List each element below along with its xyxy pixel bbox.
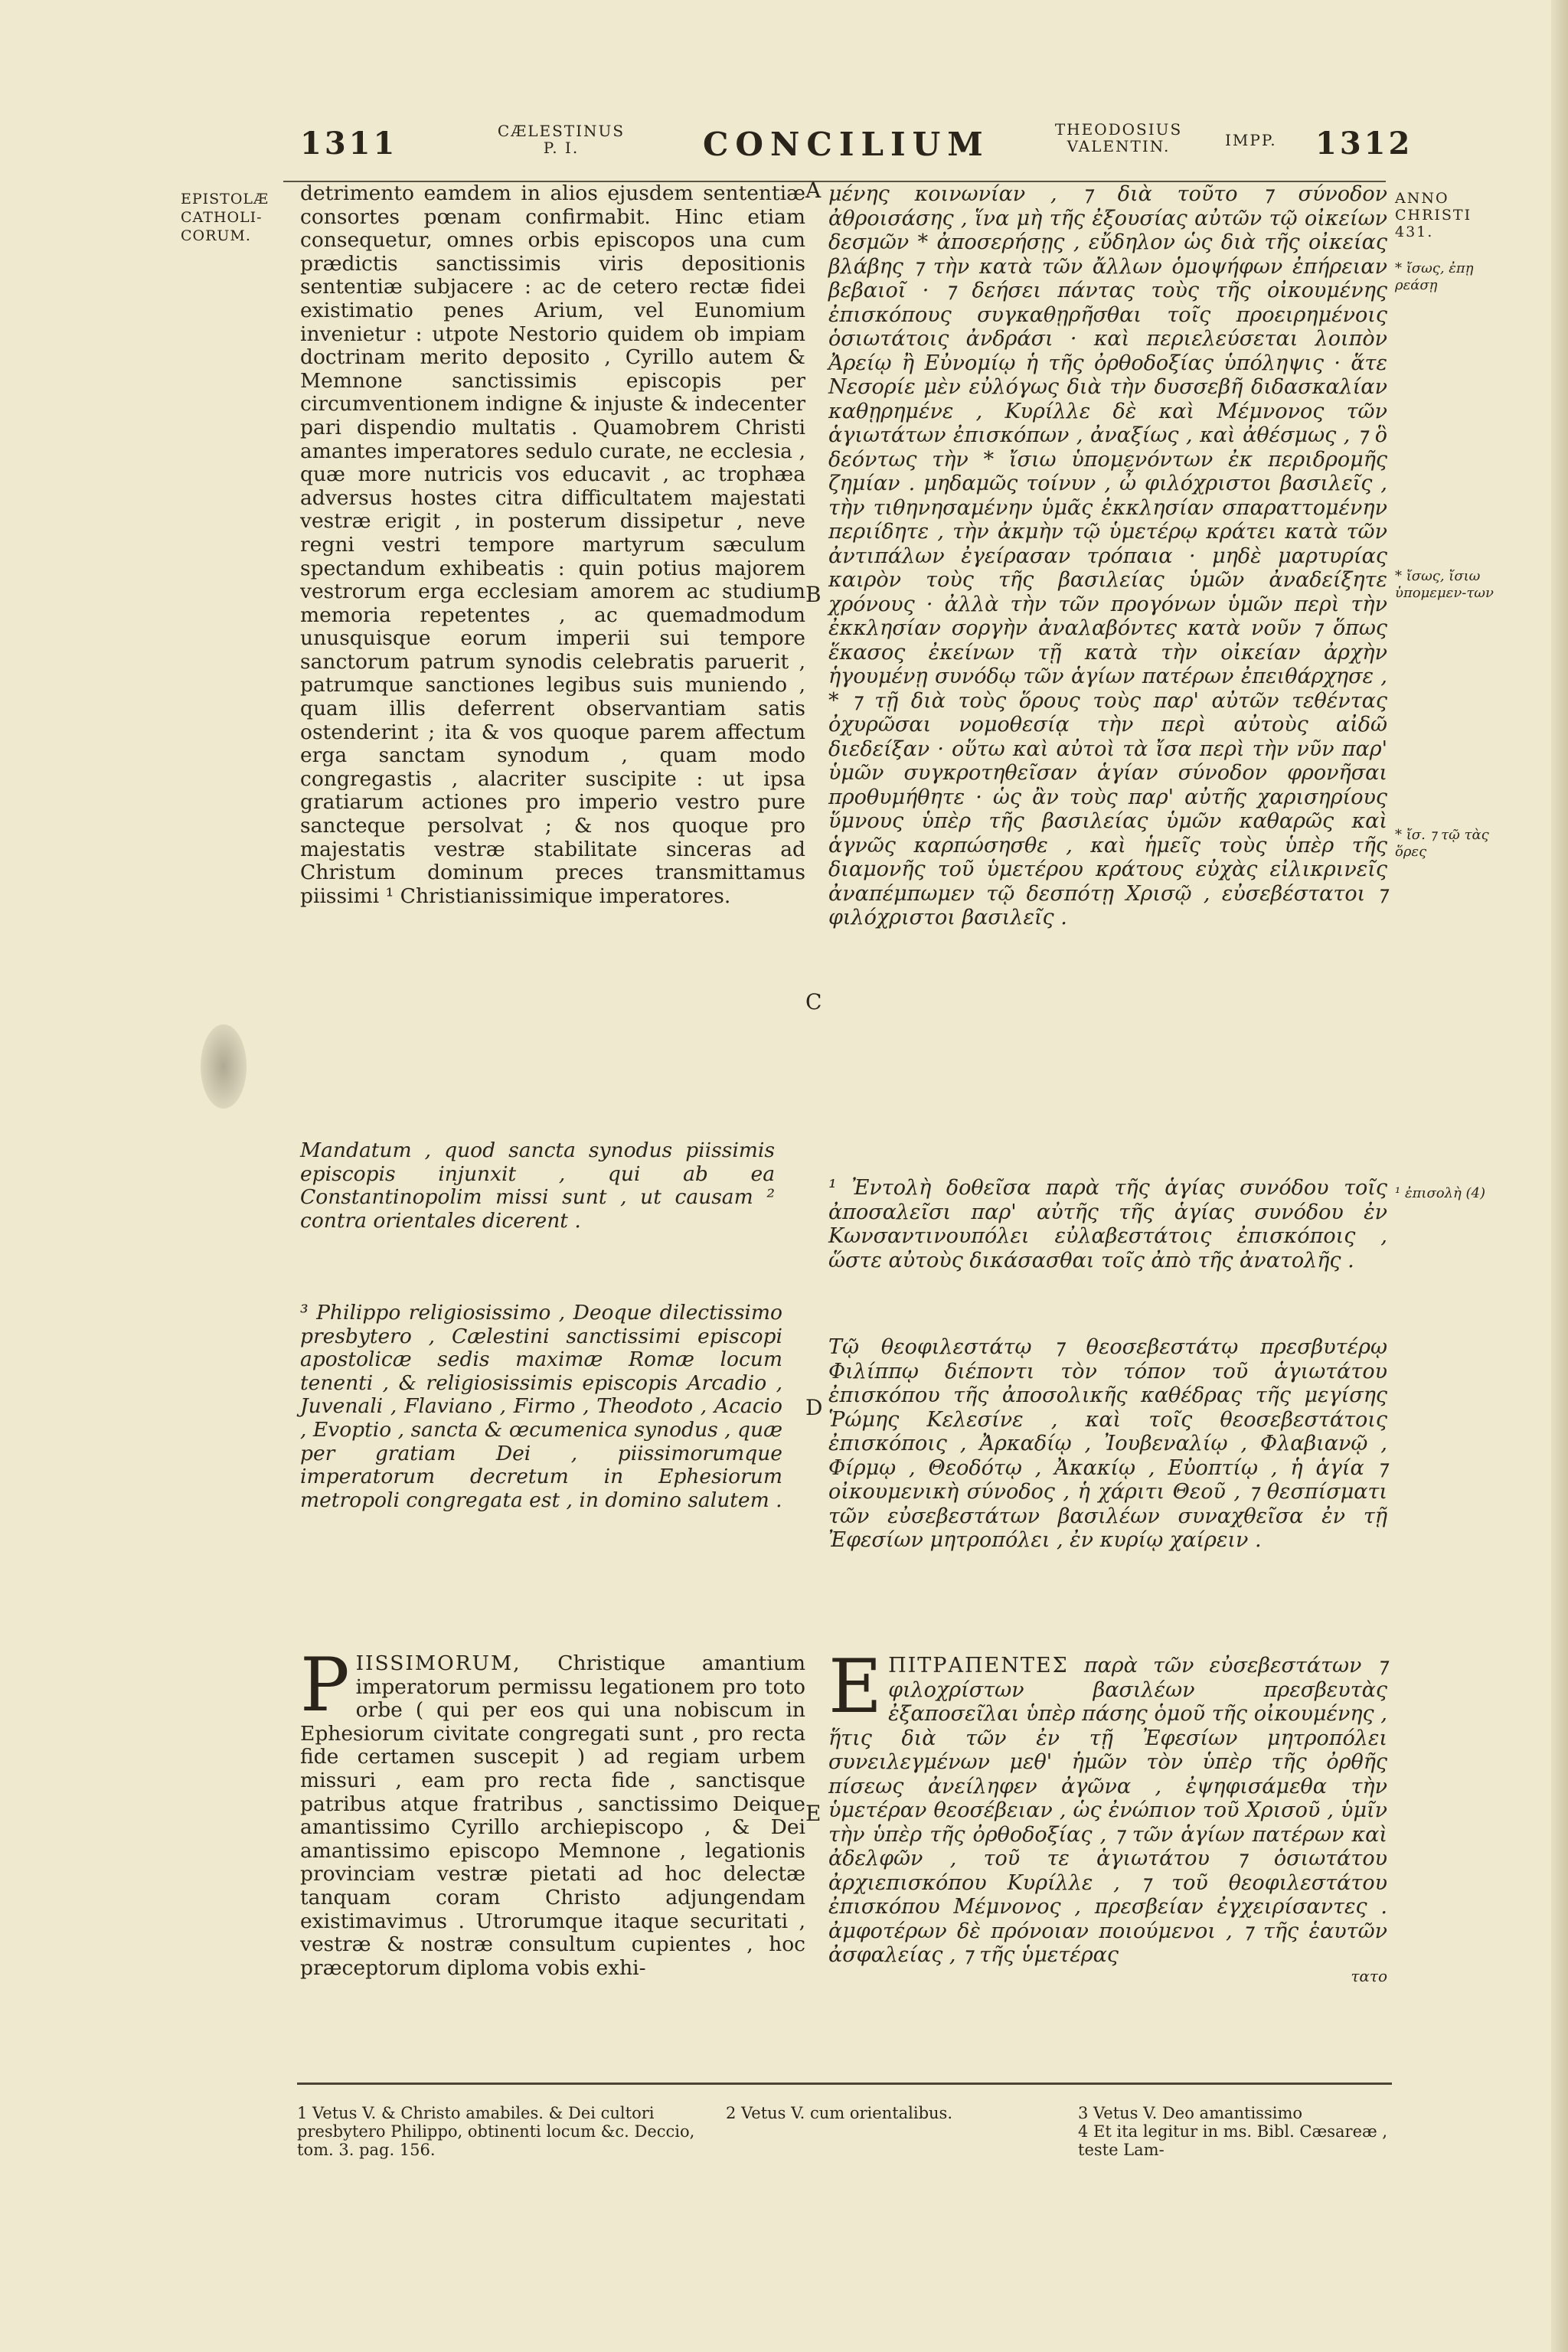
greek-lead-word: ΠΙΤΡΑΠΕΝΤΕΣ [888, 1654, 1069, 1677]
emperors-heading [1038, 121, 1199, 155]
footnote-1: 1 Vetus V. & Christo amabiles. & Dei cultori presbytero Philippo, obtinenti locum &c. Deccio, tom. 3. pag. 156. [297, 2104, 695, 2159]
greek-dropcap: Ε [828, 1644, 883, 1730]
page-title: CONCILIUM [703, 126, 990, 163]
footnote-2: 2 Vetus V. cum orientalibus. [726, 2104, 952, 2122]
anno-christi [1395, 190, 1502, 240]
running-head [0, 115, 1568, 176]
latin-address: ³ Philippo religiosissimo , Deoque dilectissimo presbytero , Cælestini sanctissimi episcopi apostolicæ sedis maximæ Romæ locum tenenti , & religiosissimis episcopis Arcadio , Juvenali , Flaviano , Firmo , Theodoto , Acacio , Evoptio , sancta & œcumenica synodus , quæ per gratiam Dei , piissimorumque imperatorum decretum in Ephesiorum metropoli congregata est , in domino salutem . [300, 1301, 782, 1512]
section-letter-c: C [805, 989, 822, 1014]
margin-note-1: * ἴσως, ἐπῃ ρεάσῃ [1395, 260, 1474, 293]
anno-year: 431. [1395, 224, 1434, 240]
footnote-3: 3 Vetus V. Deo amantissimo [1078, 2104, 1303, 2122]
page-number-right: 1312 [1315, 126, 1413, 162]
binding-shadow [1551, 0, 1568, 2352]
catchword: τατο [1351, 1966, 1387, 1985]
emperor-line-1: THEODOSIUS [1054, 120, 1183, 139]
margin-note-2: * ἴσως, ἴσιω ὑπομεμεν-των [1395, 568, 1494, 601]
section-letter-b: B [805, 582, 822, 607]
pope-sub: P. I. [543, 139, 580, 157]
page-number-left: 1311 [300, 126, 398, 162]
section-letter-a: A [805, 178, 822, 203]
latin-lead-word: IISSIMORUM, [355, 1651, 521, 1675]
greek-mandate-heading: ¹ Ἐντολὴ δοθεῖσα παρὰ τῆς ἁγίας συνόδου τοῖς ἀποσαλεῖσι παρ' αὐτῆς τῆς ἁγίας συνόδου ἐν Κωνσαντινουπόλει εὐλαβεστάτοις ἐπισκόποις , ὥστε αὐτοὺς δικάσασθαι τοῖς ἀπὸ τῆς ἀνατολῆς . [828, 1176, 1387, 1272]
ink-stain [201, 1024, 247, 1109]
greek-paragraph-4-text: παρὰ τῶν εὐσεβεστάτων ⁊ φιλοχρίστων βασιλέων πρεσβευτὰς ἐξαποσεῖλαι ὑπὲρ πάσης ὁμοῦ τῆς οἰκουμένης , ἥτις διὰ τῶν ἐν τῇ Ἐφεσίων μητροπόλει συνειλεγμένων μεθ' ἡμῶν τὸν ὑπὲρ τῆς ὀρθῆς πίσεως ἀνείληφεν ἀγῶνα , ἐψηφισάμεθα τὴν ὑμετέραν θεοσέβειαν , ὡς ἐνώπιον τοῦ Χρισοῦ , ὑμῖν τὴν ὑπὲρ τῆς ὀρθοδοξίας , ⁊ τῶν ἁγίων πατέρων καὶ ἀδελφῶν , τοῦ τε ἁγιωτάτου ⁊ ὁσιωτάτου ἀρχιεπισκόπου Κυρίλλε , ⁊ τοῦ θεοφιλεστάτου ἐπισκόπου Μέμνονος , πρεσβείαν ἐγχειρίσαντες . ἀμφοτέρων δὲ πρόνοιαν ποιούμενοι , ⁊ τῆς ἑαυτῶν ἀσφαλείας , ⁊ τῆς ὑμετέρας [828, 1654, 1387, 1967]
greek-address: Τῷ θεοφιλεστάτῳ ⁊ θεοσεβεστάτῳ πρεσβυτέρῳ Φιλίππῳ διέποντι τὸν τόπον τοῦ ἁγιωτάτου ἐπισκόπου τῆς ἀποσολικῆς καθέδρας τῆς μεγίσης Ῥώμης Κελεσίνε , καὶ τοῖς θεοσεβεστάτοις ἐπισκόποις , Ἀρκαδίῳ , Ἰουβεναλίῳ , Φλαβιανῷ , Φίρμῳ , Θεοδότῳ , Ἀκακίῳ , Εὐοπτίῳ , ἡ ἁγία ⁊ οἰκουμενικὴ σύνοδος , ἡ χάριτι Θεοῦ , ⁊ θεσπίσματι τῶν εὐσεβεστάτων βασιλέων συναχθεῖσα ἐν τῇ Ἐφεσίων μητροπόλει , ἐν κυρίῳ χαίρειν . [828, 1335, 1387, 1552]
pope-heading [481, 122, 642, 156]
latin-mandate-heading: Mandatum , quod sancta synodus piissimis episcopis injunxit , qui ab ea Constantinopolim missi sunt , ut causam ² contra orientales dicerent . [300, 1138, 775, 1233]
latin-paragraph-1: detrimento eamdem in alios ejusdem sententiæ consortes pœnam confirmabit. Hinc etiam consequetur, omnes orbis episcopos una cum prædictis sanctissimis viris depositionis sententiæ subjacere : ac de cetero rectæ fidei existimatio penes Arium, vel Eunomium invenietur : utpote Nestorio quidem ob impiam doctrinam merito deposito , Cyrillo autem & Memnone sanctissimis episcopis per circumventionem indigne & injuste & indecenter pari dispendio multatis . Quamobrem Christi amantes imperatores sedulo curate, ne ecclesia , quæ more nutricis vos educavit , ac trophæa adversus hostes citra difficultatem majestati vestræ erigit , in posterum dissipetur , neve regni vestri tempore martyrum sæculum spectandum exhibeatis : quin potius majorem vestrorum erga ecclesiam amorem ac studium memoria repetentes , ac quemadmodum unusquisque eorum imperii sui tempore sanctorum patrum synodis celebratis paruerit , patrumque sanctiones legibus suis muniendo , quam illis deferrent observantiam satis ostenderint ; ita & vos quoque parem affectum erga sanctam synodum , quam modo congregastis , alacriter suscipite : ut ipsa gratiarum actiones pro imperio vestro pure sancteque persolvat ; & nos quoque pro majestatis vestræ stabilitate sinceras ad Christum dominum preces transmittamus piissimi ¹ Christianissimique imperatores. [300, 181, 805, 908]
margin-note-3: * ἴσ. ⁊ τῷ τὰς ὅρες [1395, 827, 1489, 860]
margin-note-4: ¹ ἐπισολὴ (4) [1395, 1185, 1486, 1201]
latin-paragraph-4 [300, 1642, 805, 1980]
section-letter-e: E [805, 1801, 822, 1826]
greek-paragraph-4 [828, 1644, 1387, 1985]
impp-label: IMPP. [1225, 131, 1277, 149]
footnote-rule [297, 2082, 1392, 2085]
footnote-4: 4 Et ita legitur in ms. Bibl. Cæsareæ , teste Lam- [1078, 2122, 1388, 2159]
latin-dropcap: P [300, 1642, 350, 1728]
margin-left-label: EPISTOLÆ CATHOLI-CORUM. [181, 191, 270, 244]
section-letter-d: D [805, 1395, 823, 1420]
greek-paragraph-1: μένης κοινωνίαν , ⁊ διὰ τοῦτο ⁊ σύνοδον ἀθροισάσης , ἵνα μὴ τῆς ἐξουσίας αὐτῶν τῷ οἰκείων δεσμῶν * ἀποσερήσῃς , εὔδηλον ὡς διὰ τῆς οἰκείας βλάβης ⁊ τὴν κατὰ τῶν ἄλλων ὁμοψήφων ἐπήρειαν βεβαιοῖ · ⁊ δεήσει πάντας τοὺς τῆς οἰκουμένης ἐπισκόπους συγκαθῃρῆσθαι τοῖς προειρημένοις ὁσιωτάτοις ἀνδράσι · καὶ περιελεύσεται λοιπὸν Ἀρείῳ ἢ Εὐνομίῳ ἡ τῆς ὀρθοδοξίας ὑπόληψις · ἅτε Νεσορίε μὲν εὐλόγως διὰ τὴν δυσσεβῆ διδασκαλίαν καθῃρημένε , Κυρίλλε δὲ καὶ Μέμνονος τῶν ἁγιωτάτων ἐπισκόπων , ἀναξίως , καὶ ἀθέσμως , ⁊ ὃ δεόντως τὴν * ἴσιω ὑπομενόντων ἐκ περιδρομῆς ζημίαν . μηδαμῶς τοίνυν , ὦ φιλόχριστοι βασιλεῖς , τὴν τιθηνησαμένην ὑμᾶς ἐκκλησίαν σπαραττομένην περιίδητε , τὴν ἀκμὴν τῷ ὑμετέρῳ κράτει κατὰ τῶν ἀντιπάλων ἐγείρασαν τρόπαια · μηδὲ μαρτυρίας καιρὸν τοὺς τῆς βασιλείας ὑμῶν ἀναδείξητε χρόνους · ἀλλὰ τὴν τῶν προγόνων ὑμῶν περὶ τὴν ἐκκλησίαν σοργὴν ἀναλαβόντες κατὰ νοῦν ⁊ ὅπως ἕκασος ἐκείνων τῇ κατὰ τὴν οἰκείαν ἀρχὴν ἡγουμένῃ συνόδῳ τῶν ἁγίων πατέρων ἐπειθάρχησε , * ⁊ τῇ διὰ τοὺς ὅρους τοὺς παρ' αὐτῶν τεθέντας ὀχυρῶσαι νομοθεσίᾳ τὴν περὶ αὐτοὺς αἰδῶ διεδείξαν · οὕτω καὶ αὐτοὶ τὰ ἴσα περὶ τὴν νῦν παρ' ὑμῶν συγκροτηθεῖσαν ἁγίαν σύνοδον φρονῆσαι προθυμήθητε · ὡς ἂν τοὺς παρ' αὐτῆς χαρισηρίους ὕμνους ὑπὲρ τῆς βασιλείας ὑμῶν καθαρῶς καὶ ἁγνῶς καρπώσησθε , καὶ ἡμεῖς τοὺς ὑπὲρ τῆς διαμονῆς τοῦ ὑμετέρου κράτους εὐχὰς εἰλικρινεῖς ἀναπέμπωμεν τῷ δεσπότῃ Χρισῷ , εὐσεβέστατοι ⁊ φιλόχριστοι βασιλεῖς . [828, 182, 1387, 929]
latin-paragraph-4-text: Christique amantium imperatorum permissu legationem pro toto orbe ( qui per eos qui una nobiscum in Ephesiorum civitate congregati sunt , pro recta fide certamen suscepit ) ad regiam urbem missuri , eam pro recta fide , sanctisque patribus atque fratribus , sanctissimo Deique amantissimo Cyrillo archiepiscopo , & Dei amantissimo episcopo Memnone , legationis provinciam vestræ pietati ad hoc delectæ tanquam coram Christo adjungendam existimavimus . Utrorumque itaque securitati , vestræ & nostræ consultum cupientes , hoc præceptorum diploma vobis exhi- [300, 1651, 805, 1980]
emperor-line-2: VALENTIN. [1067, 137, 1171, 155]
anno-label: ANNO CHRISTI [1395, 190, 1472, 224]
pope-name: CÆLESTINUS [497, 122, 626, 140]
